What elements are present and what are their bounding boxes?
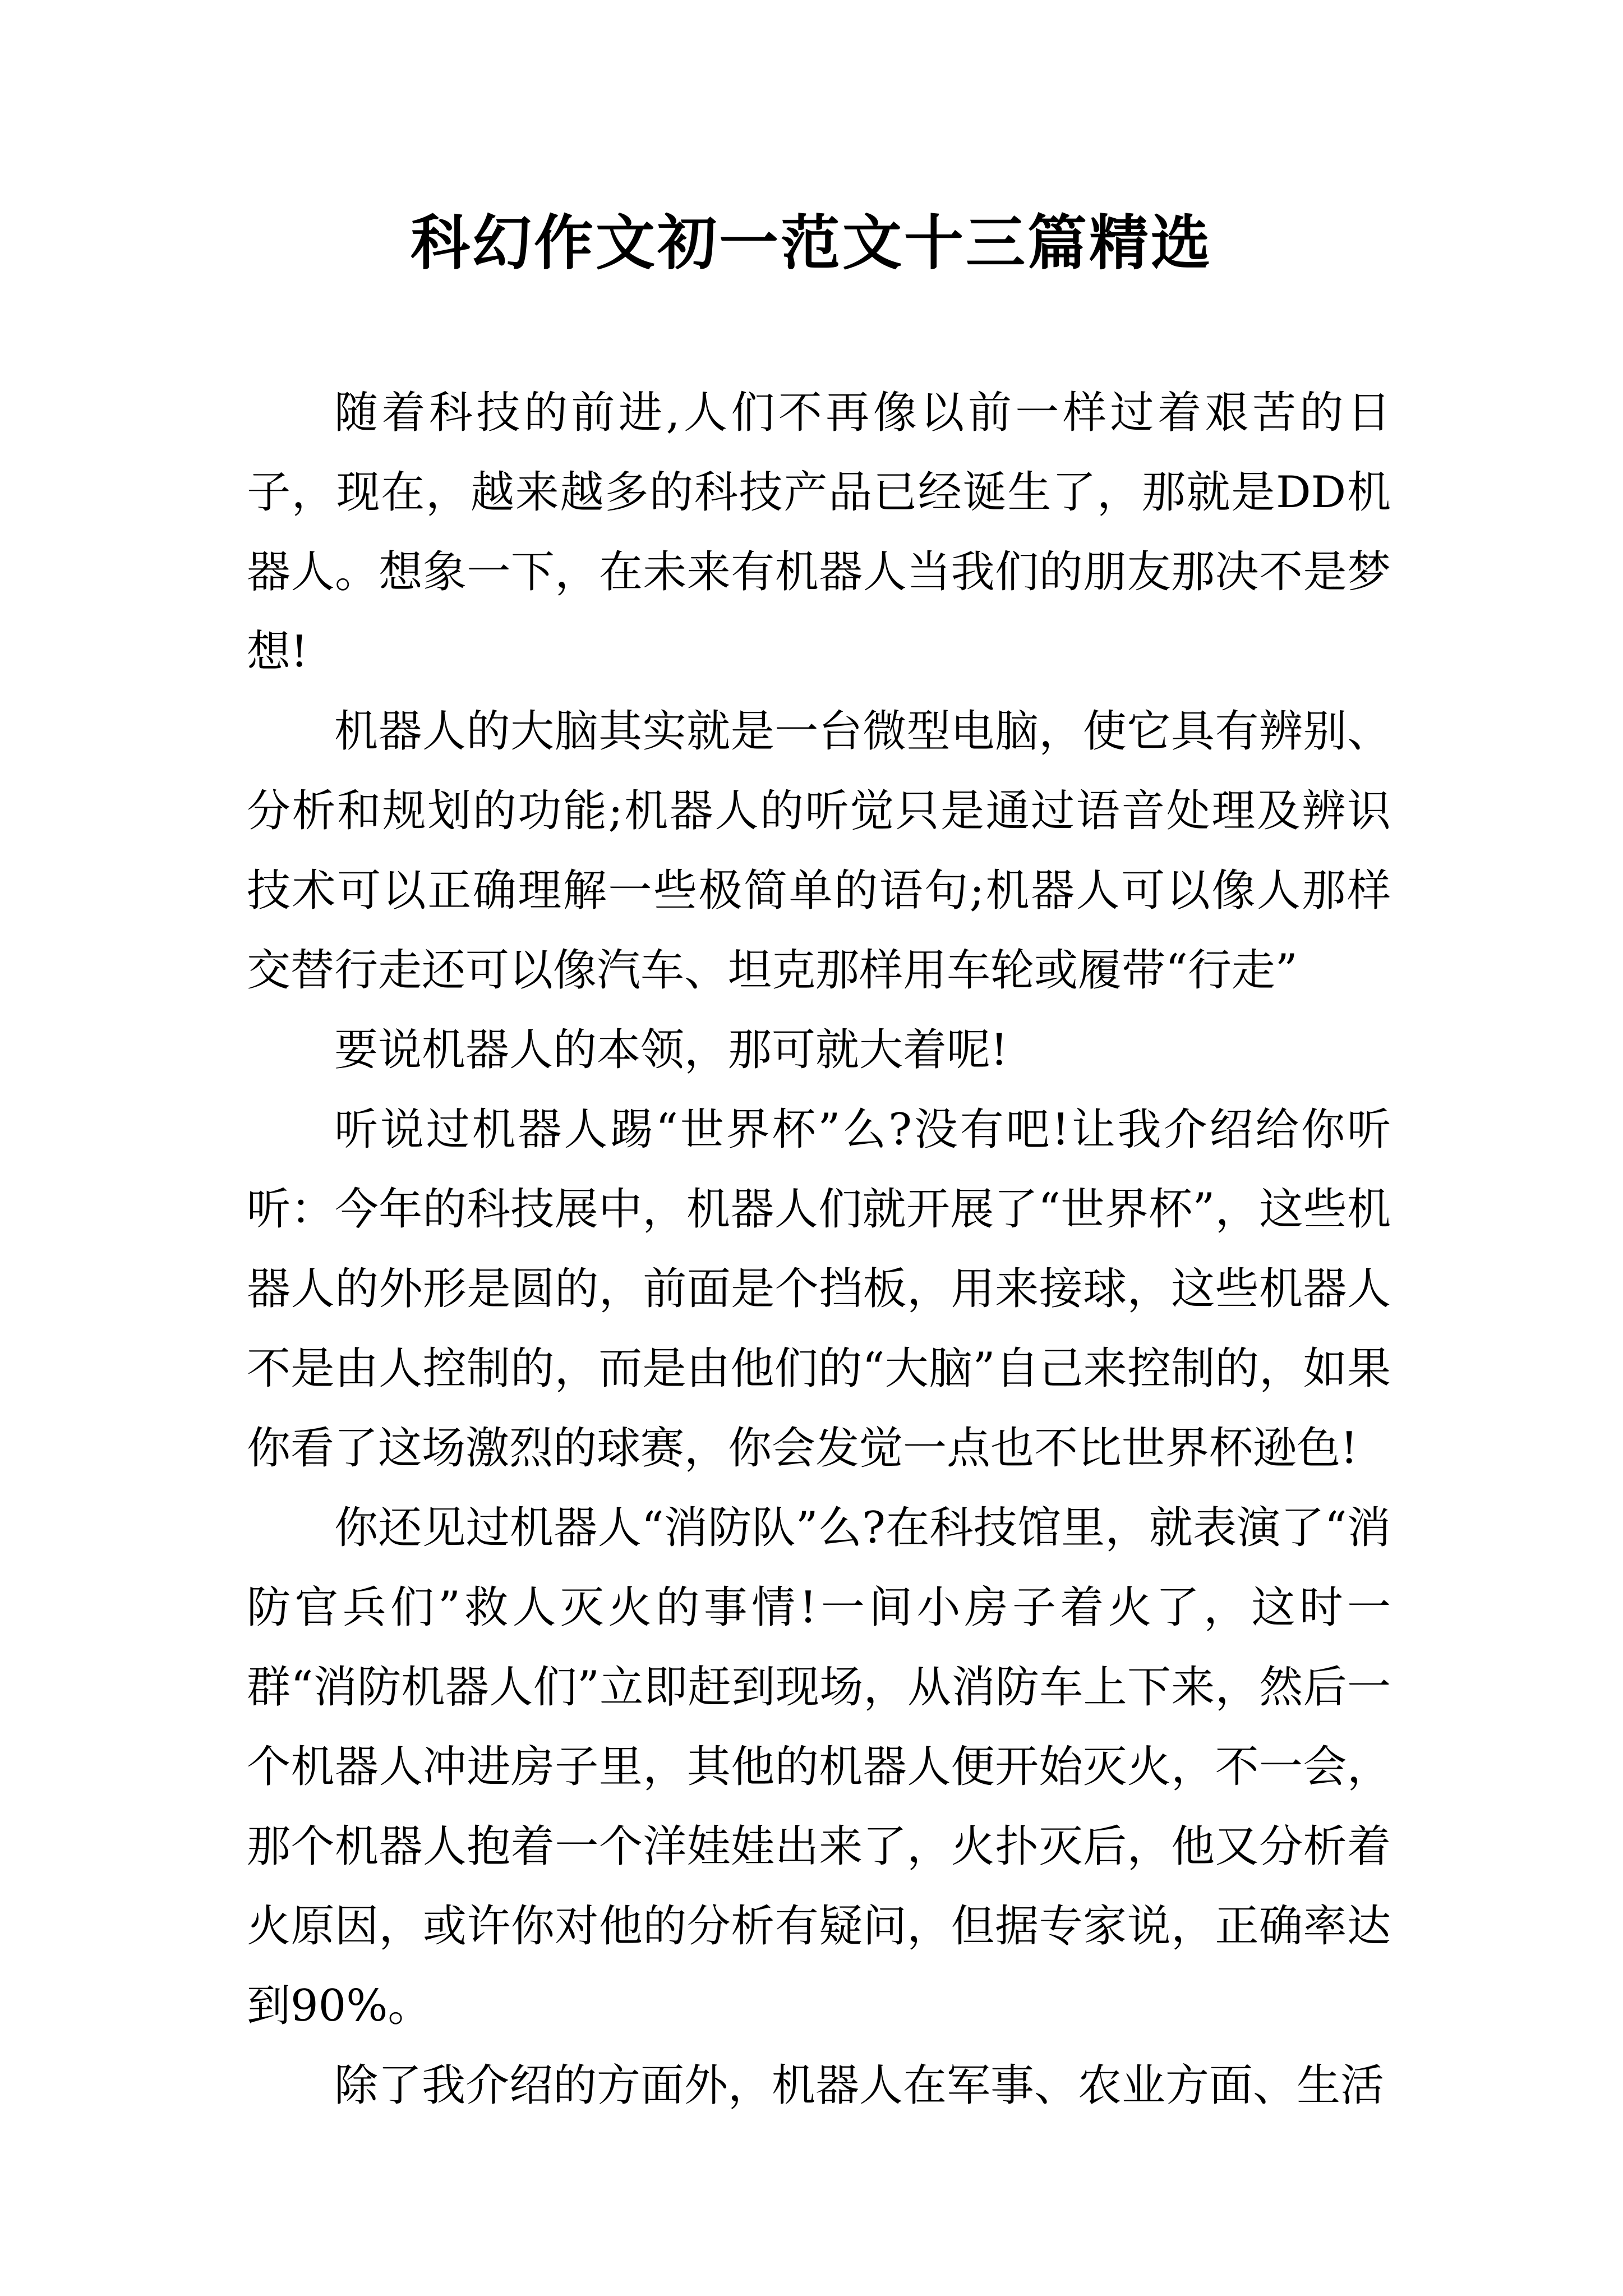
document-body — [247, 373, 1391, 2125]
paragraph: 机器人的大脑其实就是一台微型电脑，使它具有辨别、分析和规划的功能;机器人的听觉只是通过语音处理及辨识技术可以正确理解一些极简单的语句;机器人可以像人那样交替行走还可以像汽车、坦克那样用车轮或履带“行走” — [247, 706, 1391, 996]
paragraph: 听说过机器人踢“世界杯”么?没有吧!让我介绍给你听听：今年的科技展中，机器人们就开展了“世界杯”，这些机器人的外形是圆的，前面是个挡板，用来接球，这些机器人不是由人控制的，而是由他们的“大脑”自己来控制的，如果你看了这场激烈的球赛，你会发觉一点也不比世界杯逊色! — [247, 1105, 1391, 1474]
paragraph: 除了我介绍的方面外，机器人在军事、农业方面、生活 — [334, 2060, 1385, 2111]
paragraph: 你还见过机器人“消防队”么?在科技馆里，就表演了“消防官兵们”救人灭火的事情!一间小房子着火了，这时一群“消防机器人们”立即赶到现场，从消防车上下来，然后一个机器人冲进房子里，其他的机器人便开始灭火，不一会，那个机器人抱着一个洋娃娃出来了，火扑灭后，他又分析着火原因，或许你对他的分析有疑问，但据专家说，正确率达到90%。 — [247, 1503, 1391, 2031]
document-title: 科幻作文初一范文十三篇精选 — [411, 208, 1212, 278]
paragraph: 要说机器人的本领，那可就大着呢! — [334, 1025, 1008, 1075]
paragraph: 随着科技的前进,人们不再像以前一样过着艰苦的日子，现在，越来越多的科技产品已经诞生了，那就是DD机器人。想象一下，在未来有机器人当我们的朋友那决不是梦想! — [247, 388, 1391, 677]
